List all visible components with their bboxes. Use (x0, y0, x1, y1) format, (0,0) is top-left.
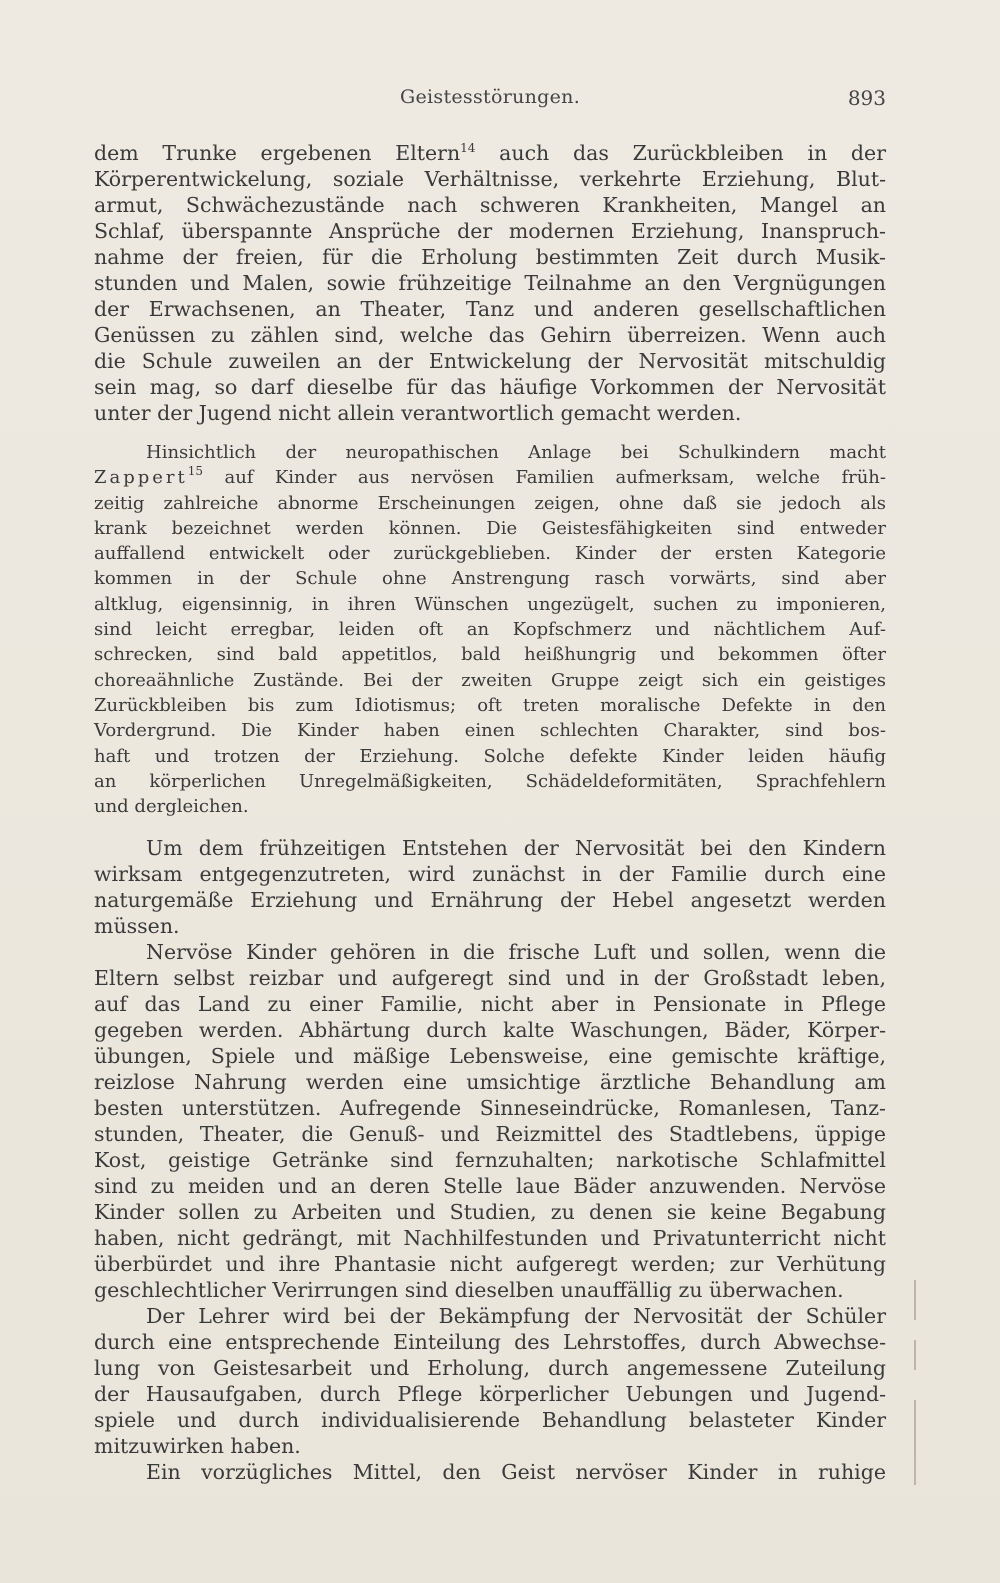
text-line: übungen, Spiele und mäßige Lebensweise, eine gemischte kräftige, (94, 1044, 886, 1069)
text-line: schrecken, sind bald appetitlos, bald heißhungrig und bekommen öfter (94, 644, 886, 666)
text-line: auffallend entwickelt oder zurückgeblieben. Kinder der ersten Kategorie (94, 543, 886, 565)
text-line: nahme der freien, für die Erholung bestimmten Zeit durch Musik- (94, 245, 886, 269)
text-line: durch eine entsprechende Einteilung des Lehrstoffes, durch Abwechse- (94, 1330, 886, 1355)
author-name: Zappert (94, 467, 188, 489)
text-line: und dergleichen. (94, 796, 249, 818)
footnote-ref: 14 (460, 141, 476, 155)
text-line: lung von Geistesarbeit und Erholung, durch angemessene Zuteilung (94, 1356, 886, 1381)
text-line: haft und trotzen der Erziehung. Solche defekte Kinder leiden häufig (94, 745, 886, 767)
text-line: Um dem frühzeitigen Entstehen der Nervosität bei den Kindern (146, 836, 886, 861)
text-line: der Hausaufgaben, durch Pflege körperlicher Uebungen und Jugend- (94, 1382, 886, 1407)
text-line: sind leicht erregbar, leiden oft an Kopfschmerz und nächtlichem Auf- (94, 619, 886, 641)
text-line: gegeben werden. Abhärtung durch kalte Waschungen, Bäder, Körper- (94, 1018, 886, 1043)
text-line: krank bezeichnet werden können. Die Geistesfähigkeiten sind entweder (94, 517, 886, 539)
text-line: kommen in der Schule ohne Anstrengung rasch vorwärts, sind aber (94, 568, 886, 590)
paragraph-4 (94, 939, 886, 1303)
text-line: Ein vorzügliches Mittel, den Geist nervöser Kinder in ruhige (146, 1460, 886, 1485)
text-line: Zurückbleiben bis zum Idiotismus; oft treten moralische Defekte in den (94, 694, 886, 716)
text-line: der Erwachsenen, an Theater, Tanz und anderen gesellschaftlichen (94, 297, 886, 321)
text-line: stunden, Theater, die Genuß- und Reizmittel des Stadtlebens, üppige (94, 1122, 886, 1147)
text-line: Zappert$^{15}$ auf Kinder aus nervösen Familien aufmerksam, welche früh- (94, 464, 886, 489)
text-line: auf das Land zu einer Familie, nicht aber in Pensionate in Pflege (94, 992, 886, 1017)
text-line: Körperentwickelung, soziale Verhältnisse, verkehrte Erziehung, Blut- (94, 167, 886, 191)
page-header (94, 86, 886, 118)
text-line: besten unterstützen. Aufregende Sinneseindrücke, Romanlesen, Tanz- (94, 1096, 886, 1121)
paragraph-5 (94, 1303, 886, 1459)
text-line: sein mag, so darf dieselbe für das häufige Vorkommen der Nervosität (94, 375, 886, 399)
text-line: dem Trunke ergebenen Eltern$^{14}$ auch das Zurückbleiben in der (94, 141, 886, 165)
paragraph-3 (94, 835, 886, 939)
text-line: geschlechtlicher Verirrungen sind dieselben unauffällig zu überwachen. (94, 1278, 844, 1303)
text-line: sind zu meiden und an deren Stelle laue Bäder anzuwenden. Nervöse (94, 1174, 886, 1199)
text-line: reizlose Nahrung werden eine umsichtige ärztliche Behandlung am (94, 1070, 886, 1095)
text-line: Genüssen zu zählen sind, welche das Gehirn überreizen. Wenn auch (94, 323, 886, 347)
text-line: Der Lehrer wird bei der Bekämpfung der Nervosität der Schüler (146, 1304, 886, 1329)
text-line: Nervöse Kinder gehören in die frische Luft und sollen, wenn die (146, 940, 886, 965)
text-line: haben, nicht gedrängt, mit Nachhilfestunden und Privatunterricht nicht (94, 1226, 886, 1251)
text-line: die Schule zuweilen an der Entwickelung der Nervosität mitschuldig (94, 349, 886, 373)
running-head: Geistesstörungen. (400, 86, 581, 108)
text-line: stunden und Malen, sowie frühzeitige Teilnahme an den Vergnügungen (94, 271, 886, 295)
text-line: naturgemäße Erziehung und Ernährung der Hebel angesetzt werden (94, 888, 886, 913)
text-line: Vordergrund. Die Kinder haben einen schlechten Charakter, sind bos- (94, 720, 886, 742)
text-line: Schlaf, überspannte Ansprüche der modernen Erziehung, Inanspruch- (94, 219, 886, 243)
footnote-ref: 15 (187, 464, 204, 479)
text-line: müssen. (94, 914, 180, 939)
text-line: an körperlichen Unregelmäßigkeiten, Schädeldeformitäten, Sprachfehlern (94, 770, 886, 792)
paragraph-1 (94, 140, 886, 426)
text-line: altklug, eigensinnig, in ihren Wünschen ungezügelt, suchen zu imponieren, (94, 593, 886, 615)
text-line: zeitig zahlreiche abnorme Erscheinungen zeigen, ohne daß sie jedoch als (94, 492, 886, 514)
text-line: armut, Schwächezustände nach schweren Krankheiten, Mangel an (94, 193, 886, 217)
text-line: wirksam entgegenzutreten, wird zunächst in der Familie durch eine (94, 862, 886, 887)
margin-mark (914, 1280, 916, 1320)
body-text (94, 140, 886, 1485)
text-line: Kost, geistige Getränke sind fernzuhalten; narkotische Schlafmittel (94, 1148, 886, 1173)
margin-mark (914, 1400, 916, 1485)
text-line: Kinder sollen zu Arbeiten und Studien, zu denen sie keine Begabung (94, 1200, 886, 1225)
text-line: Hinsichtlich der neuropathischen Anlage bei Schulkindern macht (146, 442, 886, 463)
text-line: choreaähnliche Zustände. Bei der zweiten Gruppe zeigt sich ein geistiges (94, 669, 886, 691)
text-line: mitzuwirken haben. (94, 1434, 301, 1459)
paragraph-2 (94, 440, 886, 819)
text-line: unter der Jugend nicht allein verantwortlich gemacht werden. (94, 401, 742, 425)
text-line: Eltern selbst reizbar und aufgeregt sind und in der Großstadt leben, (94, 966, 886, 991)
paragraph-6 (94, 1459, 886, 1485)
page-number: 893 (847, 86, 886, 110)
text-line: spiele und durch individualisierende Behandlung belasteter Kinder (94, 1408, 886, 1433)
margin-mark (914, 1340, 916, 1370)
text-line: überbürdet und ihre Phantasie nicht aufgeregt werden; zur Verhütung (94, 1252, 886, 1277)
